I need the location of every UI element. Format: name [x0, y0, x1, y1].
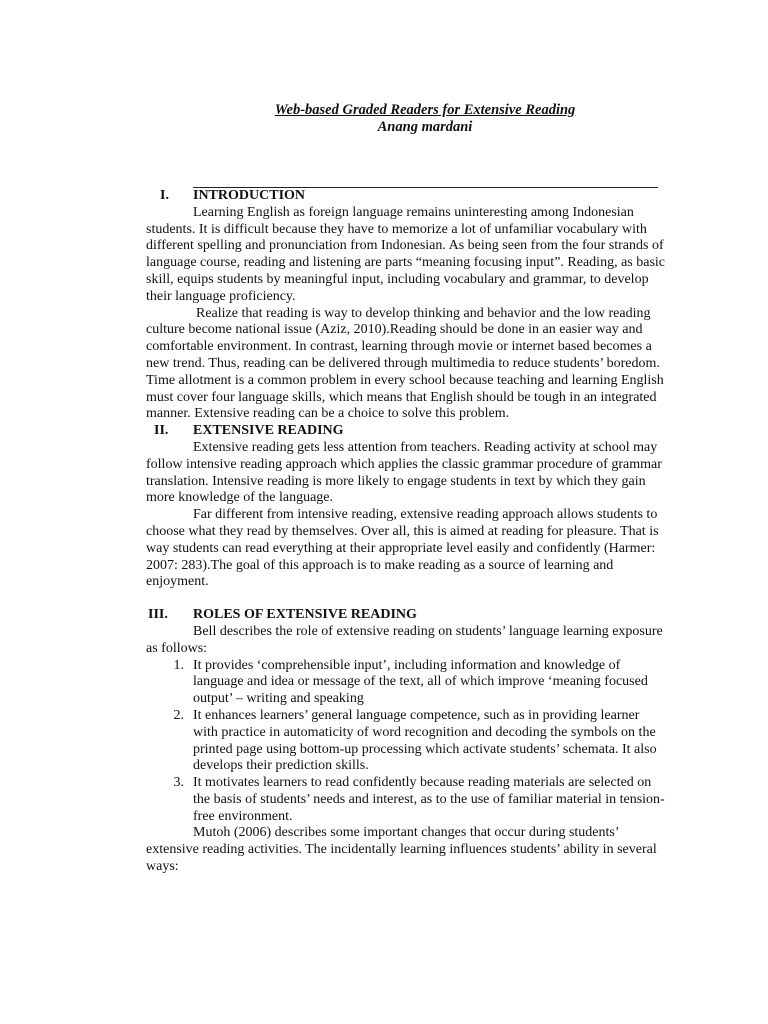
paragraph: Far different from intensive reading, extensive reading approach allows students to choose what they read by themselves. Over all, this is aimed at reading for pleasure. That is way students can read everything at their appropriate level easily and confidently (Harmer: 2007: 283).The goal of this approach is to make reading as a source of learning and enjoyment.	[146, 507, 659, 590]
list-item-number: 3.	[173, 775, 184, 791]
document-author: Anang mardani	[377, 119, 473, 135]
section-number: I.	[160, 188, 169, 203]
section-heading-introduction	[146, 188, 666, 205]
list-item-text: It motivates learners to read confidently because reading materials are selected on the basis of students’ needs and interest, as to the use of familiar material in tension-free environment.	[193, 775, 665, 824]
list-item	[146, 658, 666, 708]
roles-list	[146, 658, 666, 826]
list-item-number: 1.	[173, 657, 184, 673]
document-body	[146, 188, 666, 876]
paragraph: Extensive reading gets less attention from teachers. Reading activity at school may follow intensive reading approach which applies the classic grammar procedure of grammar translation. Intensive reading is more likely to engage students in text by which they gain more knowledge of the language.	[146, 439, 662, 506]
section-title: INTRODUCTION	[193, 188, 306, 203]
list-item-text: It provides ‘comprehensible input’, including information and knowledge of language and idea or message of the text, all of which improve ‘meaning focused output’ – writing and speaking	[193, 657, 648, 707]
list-item	[146, 775, 666, 825]
document-title: Web-based Graded Readers for Extensive Reading	[274, 102, 576, 118]
list-item-text: It enhances learners’ general language competence, such as in providing learner with practice in automaticity of word recognition and decoding the symbols on the printed page using bottom-up processing which activate students’ schemata. It also develops their prediction skills.	[193, 707, 657, 774]
section-title: ROLES OF EXTENSIVE READING	[193, 607, 417, 623]
section-number: III.	[148, 607, 168, 623]
paragraph: Mutoh (2006) describes some important changes that occur during students’ extensive reading activities. The incidentally learning influences students’ ability in several ways:	[146, 825, 657, 875]
section-heading-roles	[146, 607, 666, 624]
paragraph: Bell describes the role of extensive reading on students’ language learning exposure as follows:	[146, 623, 663, 656]
section-number: II.	[154, 423, 169, 439]
paragraph: Learning English as foreign language remains uninteresting among Indonesian students. It is difficult because they have to memorize a lot of unfamiliar vocabulary with different spelling and pronunciation from Indonesian. As being seen from the four strands of language course, reading and listening are parts “meaning focusing input”. Reading, as basic skill, equips students by meaningful input, including vocabulary and grammar, to develop their language proficiency.	[146, 204, 665, 304]
document-header	[0, 102, 768, 136]
list-item	[146, 708, 666, 775]
section-heading-extensive-reading	[146, 423, 666, 440]
paragraph: Realize that reading is way to develop thinking and behavior and the low reading culture become national issue (Aziz, 2010).Reading should be done in an easier way and comfortable environment. In contrast, learning through movie or internet based becomes a new trend. Thus, reading can be delivered through multimedia to reduce students’ boredom. Time allotment is a common problem in every school because teaching and learning English must cover four language skills, which means that English should be tough in an integrated manner. Extensive reading can be a choice to solve this problem.	[146, 305, 664, 422]
section-title: EXTENSIVE READING	[193, 423, 344, 439]
list-item-number: 2.	[173, 707, 184, 723]
